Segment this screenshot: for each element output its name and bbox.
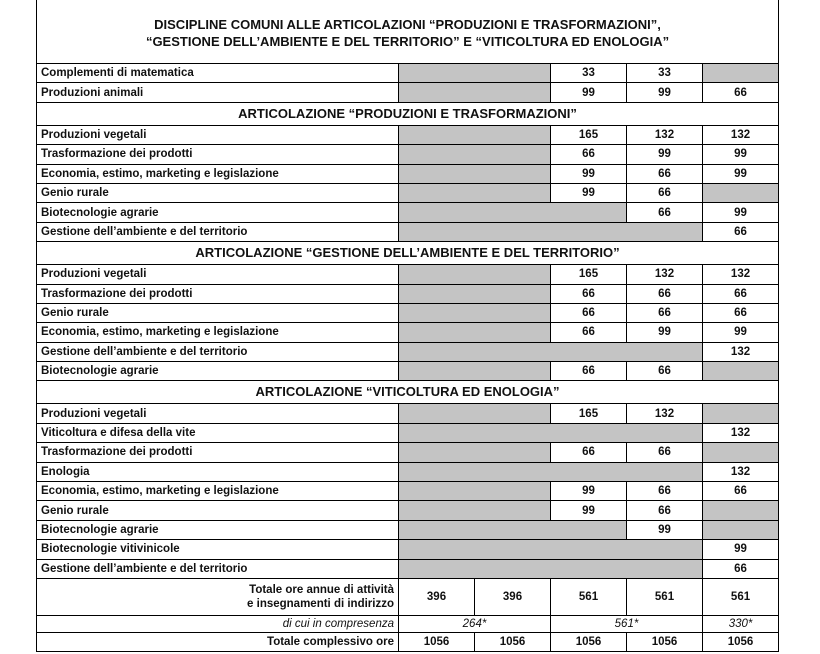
hours-cell: 66 <box>703 559 779 578</box>
hours-cell: 132 <box>703 342 779 361</box>
empty-shaded-cell <box>399 125 551 144</box>
row-label-line: e insegnamenti di indirizzo <box>247 597 394 610</box>
subject-name: Economia, estimo, marketing e legislazione <box>37 323 399 342</box>
empty-shaded-cell <box>399 145 551 164</box>
empty-shaded-cell <box>399 520 627 539</box>
subject-name: Produzioni vegetali <box>37 125 399 144</box>
empty-shaded-cell <box>399 83 551 102</box>
empty-shaded-cell <box>703 64 779 83</box>
subject-name: Trasformazione dei prodotti <box>37 145 399 164</box>
subject-row <box>37 222 779 241</box>
hours-cell: 132 <box>627 265 703 284</box>
subject-name: Viticoltura e difesa della vite <box>37 423 399 442</box>
hours-cell: 66 <box>627 183 703 202</box>
section-header-row <box>37 242 779 265</box>
hours-cell: 330* <box>703 615 779 632</box>
empty-shaded-cell <box>703 362 779 381</box>
section-header: ARTICOLAZIONE “VITICOLTURA ED ENOLOGIA” <box>37 381 779 404</box>
hours-cell: 99 <box>551 83 627 102</box>
hours-cell: 66 <box>703 284 779 303</box>
hours-cell: 99 <box>551 183 627 202</box>
hours-cell: 1056 <box>627 632 703 651</box>
hours-cell: 132 <box>627 125 703 144</box>
subject-row <box>37 559 779 578</box>
empty-shaded-cell <box>399 462 703 481</box>
empty-shaded-cell <box>399 284 551 303</box>
table-title <box>37 0 779 64</box>
subject-row <box>37 125 779 144</box>
subject-name: Economia, estimo, marketing e legislazione <box>37 164 399 183</box>
hours-cell: 264* <box>399 615 551 632</box>
subject-row <box>37 203 779 222</box>
subject-row <box>37 423 779 442</box>
hours-cell: 1056 <box>703 632 779 651</box>
hours-cell: 99 <box>703 164 779 183</box>
hours-cell: 66 <box>627 362 703 381</box>
subject-row <box>37 145 779 164</box>
subject-row <box>37 164 779 183</box>
hours-cell: 66 <box>551 303 627 322</box>
subject-name: Produzioni vegetali <box>37 265 399 284</box>
table-title-row <box>37 0 779 64</box>
curriculum-hours-table <box>36 0 779 652</box>
hours-cell: 66 <box>627 501 703 520</box>
empty-shaded-cell <box>399 265 551 284</box>
subject-name: Economia, estimo, marketing e legislazione <box>37 482 399 501</box>
hours-cell: 132 <box>703 265 779 284</box>
hours-cell: 66 <box>703 83 779 102</box>
hours-cell: 99 <box>627 83 703 102</box>
subject-name: Trasformazione dei prodotti <box>37 284 399 303</box>
subject-name: Biotecnologie vitivinicole <box>37 540 399 559</box>
hours-cell: 165 <box>551 265 627 284</box>
subject-row <box>37 404 779 423</box>
subject-name: Produzioni animali <box>37 83 399 102</box>
subject-row <box>37 83 779 102</box>
hours-cell: 561 <box>551 578 627 615</box>
empty-shaded-cell <box>703 443 779 462</box>
section-header: ARTICOLAZIONE “PRODUZIONI E TRASFORMAZIONI” <box>37 102 779 125</box>
hours-cell: 66 <box>627 443 703 462</box>
hours-cell: 132 <box>703 125 779 144</box>
empty-shaded-cell <box>399 342 703 361</box>
hours-cell: 66 <box>551 145 627 164</box>
empty-shaded-cell <box>399 222 703 241</box>
hours-cell: 99 <box>627 520 703 539</box>
hours-cell: 66 <box>551 362 627 381</box>
subject-row <box>37 183 779 202</box>
subject-name: Biotecnologie agrarie <box>37 203 399 222</box>
hours-cell: 132 <box>703 462 779 481</box>
row-label: Totale complessivo ore <box>37 632 399 651</box>
subject-row <box>37 501 779 520</box>
empty-shaded-cell <box>703 404 779 423</box>
hours-cell: 99 <box>551 482 627 501</box>
hours-cell: 66 <box>551 284 627 303</box>
hours-cell: 66 <box>703 303 779 322</box>
subject-name: Produzioni vegetali <box>37 404 399 423</box>
subject-name: Genio rurale <box>37 183 399 202</box>
hours-cell: 33 <box>551 64 627 83</box>
hours-cell: 66 <box>627 482 703 501</box>
empty-shaded-cell <box>399 423 703 442</box>
subject-row <box>37 265 779 284</box>
total-annual-hours-row <box>37 578 779 615</box>
subject-row <box>37 64 779 83</box>
hours-cell: 561* <box>551 615 703 632</box>
hours-cell: 132 <box>627 404 703 423</box>
hours-cell: 66 <box>551 443 627 462</box>
hours-cell: 1056 <box>551 632 627 651</box>
section-header-row <box>37 381 779 404</box>
subject-name: Gestione dell’ambiente e del territorio <box>37 342 399 361</box>
hours-cell: 561 <box>703 578 779 615</box>
hours-cell: 99 <box>703 540 779 559</box>
hours-cell: 99 <box>703 145 779 164</box>
subject-name: Biotecnologie agrarie <box>37 362 399 381</box>
curriculum-hours-document <box>36 0 778 652</box>
hours-cell: 66 <box>627 164 703 183</box>
hours-cell: 165 <box>551 404 627 423</box>
empty-shaded-cell <box>703 501 779 520</box>
subject-row <box>37 303 779 322</box>
hours-cell: 561 <box>627 578 703 615</box>
hours-cell: 33 <box>627 64 703 83</box>
empty-shaded-cell <box>399 64 551 83</box>
empty-shaded-cell <box>399 540 703 559</box>
subject-row <box>37 323 779 342</box>
co-presence-row <box>37 615 779 632</box>
subject-name: Gestione dell’ambiente e del territorio <box>37 559 399 578</box>
section-header: ARTICOLAZIONE “GESTIONE DELL’AMBIENTE E DEL TERRITORIO” <box>37 242 779 265</box>
empty-shaded-cell <box>399 203 627 222</box>
empty-shaded-cell <box>399 183 551 202</box>
hours-cell: 99 <box>627 323 703 342</box>
subject-name: Gestione dell’ambiente e del territorio <box>37 222 399 241</box>
empty-shaded-cell <box>399 443 551 462</box>
hours-cell: 66 <box>627 284 703 303</box>
hours-cell: 66 <box>627 303 703 322</box>
empty-shaded-cell <box>703 520 779 539</box>
table-body <box>37 0 779 651</box>
hours-cell: 396 <box>399 578 475 615</box>
grand-total-row <box>37 632 779 651</box>
row-label: di cui in compresenza <box>37 615 399 632</box>
empty-shaded-cell <box>399 164 551 183</box>
empty-shaded-cell <box>399 323 551 342</box>
subject-row <box>37 482 779 501</box>
subject-name: Biotecnologie agrarie <box>37 520 399 539</box>
empty-shaded-cell <box>399 501 551 520</box>
row-label-line: Totale ore annue di attività <box>249 583 394 596</box>
subject-row <box>37 520 779 539</box>
empty-shaded-cell <box>399 482 551 501</box>
hours-cell: 132 <box>703 423 779 442</box>
hours-cell: 66 <box>703 482 779 501</box>
section-header-row <box>37 102 779 125</box>
hours-cell: 99 <box>703 323 779 342</box>
empty-shaded-cell <box>399 559 703 578</box>
hours-cell: 99 <box>551 164 627 183</box>
subject-name: Complementi di matematica <box>37 64 399 83</box>
hours-cell: 66 <box>551 323 627 342</box>
subject-name: Enologia <box>37 462 399 481</box>
empty-shaded-cell <box>399 303 551 322</box>
subject-row <box>37 540 779 559</box>
hours-cell: 66 <box>703 222 779 241</box>
subject-name: Trasformazione dei prodotti <box>37 443 399 462</box>
empty-shaded-cell <box>399 362 551 381</box>
subject-row <box>37 362 779 381</box>
hours-cell: 99 <box>627 145 703 164</box>
hours-cell: 396 <box>475 578 551 615</box>
empty-shaded-cell <box>703 183 779 202</box>
hours-cell: 66 <box>627 203 703 222</box>
hours-cell: 99 <box>703 203 779 222</box>
hours-cell: 99 <box>551 501 627 520</box>
subject-name: Genio rurale <box>37 303 399 322</box>
empty-shaded-cell <box>399 404 551 423</box>
subject-row <box>37 342 779 361</box>
hours-cell: 1056 <box>399 632 475 651</box>
subject-row <box>37 284 779 303</box>
table-title-line-2: “GESTIONE DELL’AMBIENTE E DEL TERRITORIO” E “VITICOLTURA ED ENOLOGIA” <box>145 33 670 49</box>
row-label <box>37 578 399 615</box>
hours-cell: 165 <box>551 125 627 144</box>
subject-row <box>37 443 779 462</box>
subject-row <box>37 462 779 481</box>
table-title-line-1: DISCIPLINE COMUNI ALLE ARTICOLAZIONI “PRODUZIONI E TRASFORMAZIONI”, <box>154 16 661 32</box>
hours-cell: 1056 <box>475 632 551 651</box>
subject-name: Genio rurale <box>37 501 399 520</box>
